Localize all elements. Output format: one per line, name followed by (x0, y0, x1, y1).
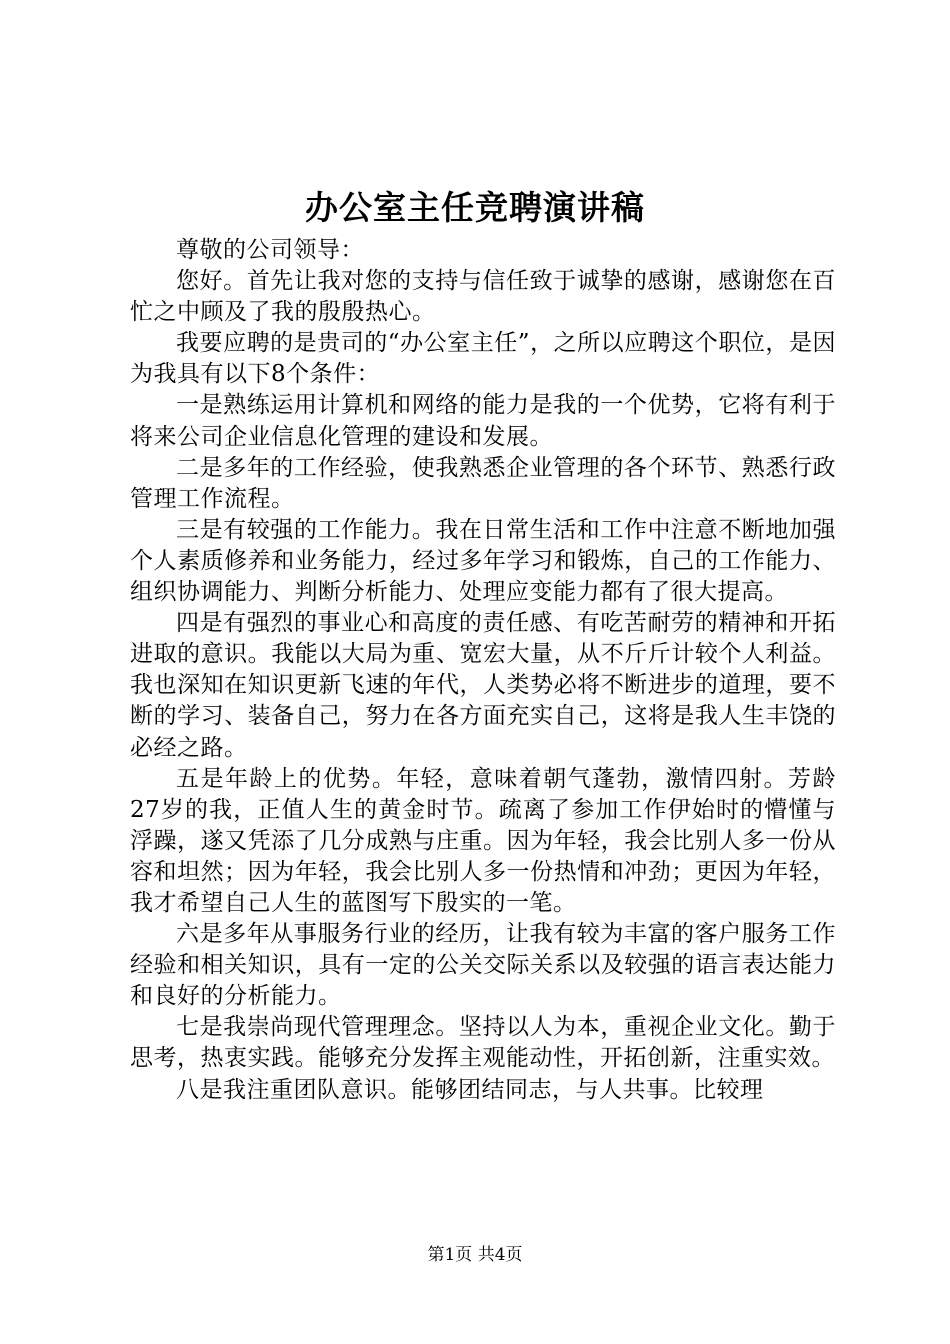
document-title: 办公室主任竞聘演讲稿 (305, 188, 645, 227)
salutation: 尊敬的公司领导： (176, 237, 364, 263)
document-body (130, 235, 836, 1106)
paragraph-condition-7: 七是我崇尚现代管理理念。坚持以人为本，重视企业文化。勤于思考，热衷实践。能够充分发挥主观能动性，开拓创新，注重实效。 (130, 1014, 836, 1072)
paragraph-greeting: 您好。首先让我对您的支持与信任致于诚挚的感谢，感谢您在百忙之中顾及了我的殷殷热心。 (130, 268, 836, 326)
paragraph-condition-6: 六是多年从事服务行业的经历，让我有较为丰富的客户服务工作经验和相关知识，具有一定的公关交际关系以及较强的语言表达能力和良好的分析能力。 (130, 921, 836, 1010)
paragraph-condition-3: 三是有较强的工作能力。我在日常生活和工作中注意不断地加强个人素质修养和业务能力，经过多年学习和锻炼，自己的工作能力、组织协调能力、判断分析能力、处理应变能力都有了很大提高。 (130, 516, 836, 606)
page-number-footer: 第1页 共4页 (427, 1245, 523, 1265)
paragraph-condition-5: 五是年龄上的优势。年轻，意味着朝气蓬勃，激情四射。芳龄27岁的我，正值人生的黄金时节。疏离了参加工作伊始时的懵懂与浮躁，遂又凭添了几分成熟与庄重。因为年轻，我会比别人多一份从容和坦然；因为年轻，我会比别人多一份热情和冲劲；更因为年轻，我才希望自己人生的蓝图写下殷实的一笔。 (130, 765, 836, 916)
paragraph-condition-2: 二是多年的工作经验，使我熟悉企业管理的各个环节、熟悉行政管理工作流程。 (130, 454, 836, 512)
paragraph-condition-1: 一是熟练运用计算机和网络的能力是我的一个优势，它将有利于将来公司企业信息化管理的建设和发展。 (130, 392, 836, 450)
paragraph-condition-4: 四是有强烈的事业心和高度的责任感、有吃苦耐劳的精神和开拓进取的意识。我能以大局为重、宽宏大量，从不斤斤计较个人利益。我也深知在知识更新飞速的年代，人类势必将不断进步的道理，要不断的学习、装备自己，努力在各方面充实自己，这将是我人生丰饶的必经之路。 (130, 610, 836, 761)
paragraph-position: 我要应聘的是贵司的“办公室主任”，之所以应聘这个职位，是因为我具有以下8个条件： (130, 330, 836, 388)
paragraph-condition-8: 八是我注重团队意识。能够团结同志，与人共事。比较理 (176, 1076, 764, 1103)
